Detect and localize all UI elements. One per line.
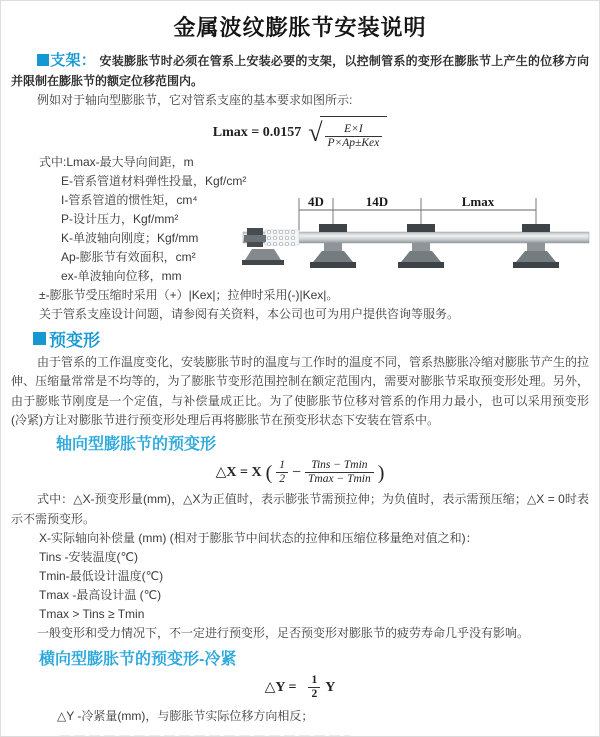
fraction-numerator: 1 <box>279 458 285 471</box>
minus-operator: − <box>291 463 302 481</box>
fraction-denominator: Tmax − Tmin <box>305 472 374 486</box>
axial-predeform-formula <box>11 459 589 486</box>
axial-explain-paragraph: 式中：△X-预变形量(mm)，△X为正值时，表示膨张节需预拉伸；为负值时，表示需预压缩；△X = 0时表示不需预变形。 <box>11 492 589 526</box>
fraction-denominator: 2 <box>276 472 288 486</box>
axial-variable-line: Tmax > Tins ≥ Tmin <box>39 607 145 622</box>
lateral-predeform-formula <box>11 674 589 701</box>
axial-formula-lhs: △X = X <box>215 465 262 481</box>
bellows-joint <box>265 230 299 246</box>
half-fraction <box>308 674 320 701</box>
variable-line: ex-单波轴向位移，mm <box>61 268 182 283</box>
support-section-label: 支架： <box>50 52 96 69</box>
predeform-section-header <box>33 328 589 350</box>
fraction-numerator: 1 <box>311 673 318 686</box>
axial-variable-line: X-实际轴向补偿量 (mm) (相对于膨胀节中间状态的拉伸和压缩位移量绝对值之和)： <box>39 531 478 546</box>
dim-label-4d: 4D <box>308 194 324 209</box>
lmax-formula-lhs: Lmax = 0.0157 <box>212 124 302 140</box>
dim-label-14d: 14D <box>365 194 389 209</box>
half-fraction <box>276 459 288 486</box>
lmax-denominator: P×Ap±Kex <box>325 136 383 150</box>
pipe-support <box>310 224 356 268</box>
lmax-fraction <box>325 123 383 150</box>
support-intro-paragraph <box>11 51 589 91</box>
temperature-fraction <box>305 459 374 486</box>
predeform-section-label: 预变形 <box>49 331 100 351</box>
lmax-formula <box>11 116 589 150</box>
lateral-formula-lhs: △Y = <box>264 680 297 696</box>
support-intro-text: 安装膨胀节时必须在管系上安装必要的支架，以控制管系的变形在膨胀节上产生的位移方向并限制在膨胀节的额定位移范围内。 <box>11 54 589 88</box>
variable-line: 式中:Lmax-最大导向间距，m <box>39 154 194 169</box>
lmax-numerator: E×I <box>344 122 363 135</box>
fraction-denominator: 2 <box>308 687 320 701</box>
lateral-formula-rhs: Y <box>325 679 336 695</box>
variable-line: P-设计压力，Kgf/mm² <box>61 211 179 226</box>
variable-line: Ap-膨胀节有效面积，cm² <box>61 249 196 264</box>
page-title: 金属波纹膨胀节安装说明 <box>173 15 427 40</box>
pipe-support-diagram <box>241 194 591 289</box>
predeform-body-paragraph: 由于管系的工作温度变化，安装膨胀节时的温度与工作时的温度不同，管系热膨胀冷缩对膨胀节产生的拉伸、压缩量常常是不均等的，为了膨胀节变形范围控制在额定范围内，需要对膨胀节采取预变形处理。另外，由于膨账节刚度是一个定值，与补偿量成正比。为了使膨胀节位移对管系的作用力最小，也可以采用预变形(冷紧)方让对膨胀节进行预变形处理后再将膨胀节在预变形状态下安装在管系中。 <box>11 354 590 428</box>
axial-variable-line: Tmax -最高设计温 (℃) <box>39 588 162 603</box>
axial-variables-block <box>11 529 589 624</box>
open-paren: ( <box>265 461 273 484</box>
variable-line: K-单波轴向刚度；Kgf/mm <box>61 230 199 245</box>
support-example-line: 例如对于轴向型膨胀节，它对管系支座的基本要求如图所示: <box>37 93 353 107</box>
variable-line: I-管系管道的惯性矩，cm⁴ <box>61 192 198 207</box>
pipe-support <box>398 224 444 268</box>
sqrt-symbol: √ <box>308 117 323 147</box>
lateral-predeform-heading: 横向型膨胀节的预变形-冷紧 <box>39 650 237 668</box>
lateral-note-line: △Y -冷紧量(mm)，与膨胀节实际位移方向相反； <box>57 709 314 724</box>
support-section-header <box>37 52 96 69</box>
consult-line: 关于管系支座设计问题，请参阅有关资料，本公司也可为用户提供咨询等服务。 <box>39 306 460 321</box>
axial-variable-line: Tmin-最低设计温度(℃) <box>39 569 164 584</box>
variable-line: E-管系管道材料弹性投量，Kgf/cm² <box>61 173 247 188</box>
pipe-support <box>513 224 559 268</box>
axial-variable-line: Tins -安装温度(℃) <box>39 550 139 565</box>
section-square-icon <box>37 54 49 66</box>
axial-note-line: 一般变形和受力情况下，不一定进行预变形，足否预变形对膨胀节的疲劳寿命几乎没有影响。 <box>37 626 530 641</box>
plusminus-line: ±-膨胀节受压缩时采用（+）|Kex|；拉伸时采用(-)|Kex|。 <box>39 287 339 302</box>
close-paren: ) <box>377 461 385 484</box>
fraction-numerator: Tins − Tmin <box>311 458 368 471</box>
axial-predeform-heading: 轴向型膨胀节的预变形 <box>56 435 217 453</box>
section-square-icon <box>33 332 46 345</box>
lmax-radicand <box>320 116 388 150</box>
dim-label-lmax: Lmax <box>461 194 495 209</box>
